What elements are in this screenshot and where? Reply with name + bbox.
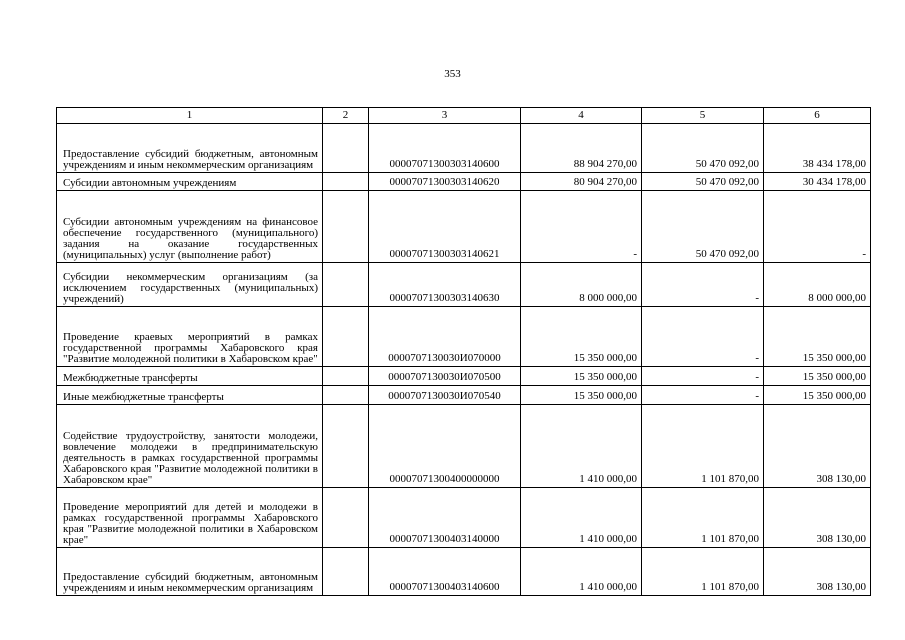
row-value-4: 88 904 270,00 xyxy=(521,124,642,173)
row-code: 0000707130030И070540 xyxy=(369,386,521,405)
row-value-5: 1 101 870,00 xyxy=(642,488,764,548)
row-col2 xyxy=(323,488,369,548)
row-value-5: 1 101 870,00 xyxy=(642,405,764,488)
row-value-6: 15 350 000,00 xyxy=(764,307,871,367)
row-value-4: - xyxy=(521,191,642,263)
row-name: Субсидии некоммерческим организациям (за исключением государственных (муниципальных) учреждений) xyxy=(57,263,323,307)
row-value-4: 1 410 000,00 xyxy=(521,405,642,488)
column-header: 1 xyxy=(57,108,323,124)
row-code: 00007071300400000000 xyxy=(369,405,521,488)
column-header: 3 xyxy=(369,108,521,124)
row-value-6: 30 434 178,00 xyxy=(764,173,871,191)
row-code: 00007071300303140620 xyxy=(369,173,521,191)
row-value-5: - xyxy=(642,367,764,386)
row-value-6: 308 130,00 xyxy=(764,405,871,488)
column-header: 2 xyxy=(323,108,369,124)
table-row xyxy=(57,173,871,191)
column-header: 5 xyxy=(642,108,764,124)
row-col2 xyxy=(323,367,369,386)
row-code: 00007071300303140621 xyxy=(369,191,521,263)
table-row xyxy=(57,191,871,263)
row-value-6: 38 434 178,00 xyxy=(764,124,871,173)
row-code: 00007071300303140600 xyxy=(369,124,521,173)
row-value-5: - xyxy=(642,386,764,405)
column-header: 4 xyxy=(521,108,642,124)
row-col2 xyxy=(323,124,369,173)
row-name: Проведение краевых мероприятий в рамках государственной программы Хабаровского края "Развитие молодежной политики в Хабаровском крае" xyxy=(57,307,323,367)
row-value-6: 308 130,00 xyxy=(764,548,871,596)
row-col2 xyxy=(323,307,369,367)
row-name: Содействие трудоустройству, занятости молодежи, вовлечение молодежи в предпринимательскую деятельность в рамках государственной программы Хабаровского края "Развитие молодежной политики в Хабаровском крае" xyxy=(57,405,323,488)
row-col2 xyxy=(323,386,369,405)
row-value-6: 8 000 000,00 xyxy=(764,263,871,307)
row-value-4: 15 350 000,00 xyxy=(521,307,642,367)
row-value-4: 15 350 000,00 xyxy=(521,386,642,405)
row-value-5: 1 101 870,00 xyxy=(642,548,764,596)
row-name: Предоставление субсидий бюджетным, автономным учреждениям и иным некоммерческим организациям xyxy=(57,124,323,173)
row-col2 xyxy=(323,548,369,596)
row-code: 00007071300403140000 xyxy=(369,488,521,548)
row-value-4: 1 410 000,00 xyxy=(521,488,642,548)
row-col2 xyxy=(323,405,369,488)
table-row xyxy=(57,548,871,596)
row-value-4: 15 350 000,00 xyxy=(521,367,642,386)
row-name: Предоставление субсидий бюджетным, автономным учреждениям и иным некоммерческим организациям xyxy=(57,548,323,596)
row-value-6: 308 130,00 xyxy=(764,488,871,548)
row-value-4: 80 904 270,00 xyxy=(521,173,642,191)
row-value-6: 15 350 000,00 xyxy=(764,386,871,405)
row-col2 xyxy=(323,173,369,191)
table-row xyxy=(57,367,871,386)
table-row xyxy=(57,386,871,405)
row-value-6: 15 350 000,00 xyxy=(764,367,871,386)
row-name: Субсидии автономным учреждениям xyxy=(57,173,323,191)
table-row xyxy=(57,307,871,367)
row-name: Иные межбюджетные трансферты xyxy=(57,386,323,405)
table-row xyxy=(57,405,871,488)
page-number: 353 xyxy=(444,68,461,80)
column-header: 6 xyxy=(764,108,871,124)
row-code: 00007071300403140600 xyxy=(369,548,521,596)
row-value-5: 50 470 092,00 xyxy=(642,191,764,263)
row-value-5: 50 470 092,00 xyxy=(642,124,764,173)
row-value-4: 8 000 000,00 xyxy=(521,263,642,307)
row-code: 0000707130030И070500 xyxy=(369,367,521,386)
row-name: Субсидии автономным учреждениям на финансовое обеспечение государственного (муниципального) задания на оказание государственных (муниципальных) услуг (выполнение работ) xyxy=(57,191,323,263)
row-name: Проведение мероприятий для детей и молодежи в рамках государственной программы Хабаровского края "Развитие молодежной политики в Хабаровском крае" xyxy=(57,488,323,548)
row-code: 0000707130030И070000 xyxy=(369,307,521,367)
header-row xyxy=(57,108,871,124)
row-value-4: 1 410 000,00 xyxy=(521,548,642,596)
row-col2 xyxy=(323,191,369,263)
row-value-5: - xyxy=(642,263,764,307)
row-value-5: - xyxy=(642,307,764,367)
row-value-5: 50 470 092,00 xyxy=(642,173,764,191)
table-row xyxy=(57,488,871,548)
row-col2 xyxy=(323,263,369,307)
row-name: Межбюджетные трансферты xyxy=(57,367,323,386)
row-code: 00007071300303140630 xyxy=(369,263,521,307)
table-row xyxy=(57,263,871,307)
row-value-6: - xyxy=(764,191,871,263)
table-row xyxy=(57,124,871,173)
budget-table xyxy=(56,107,871,596)
